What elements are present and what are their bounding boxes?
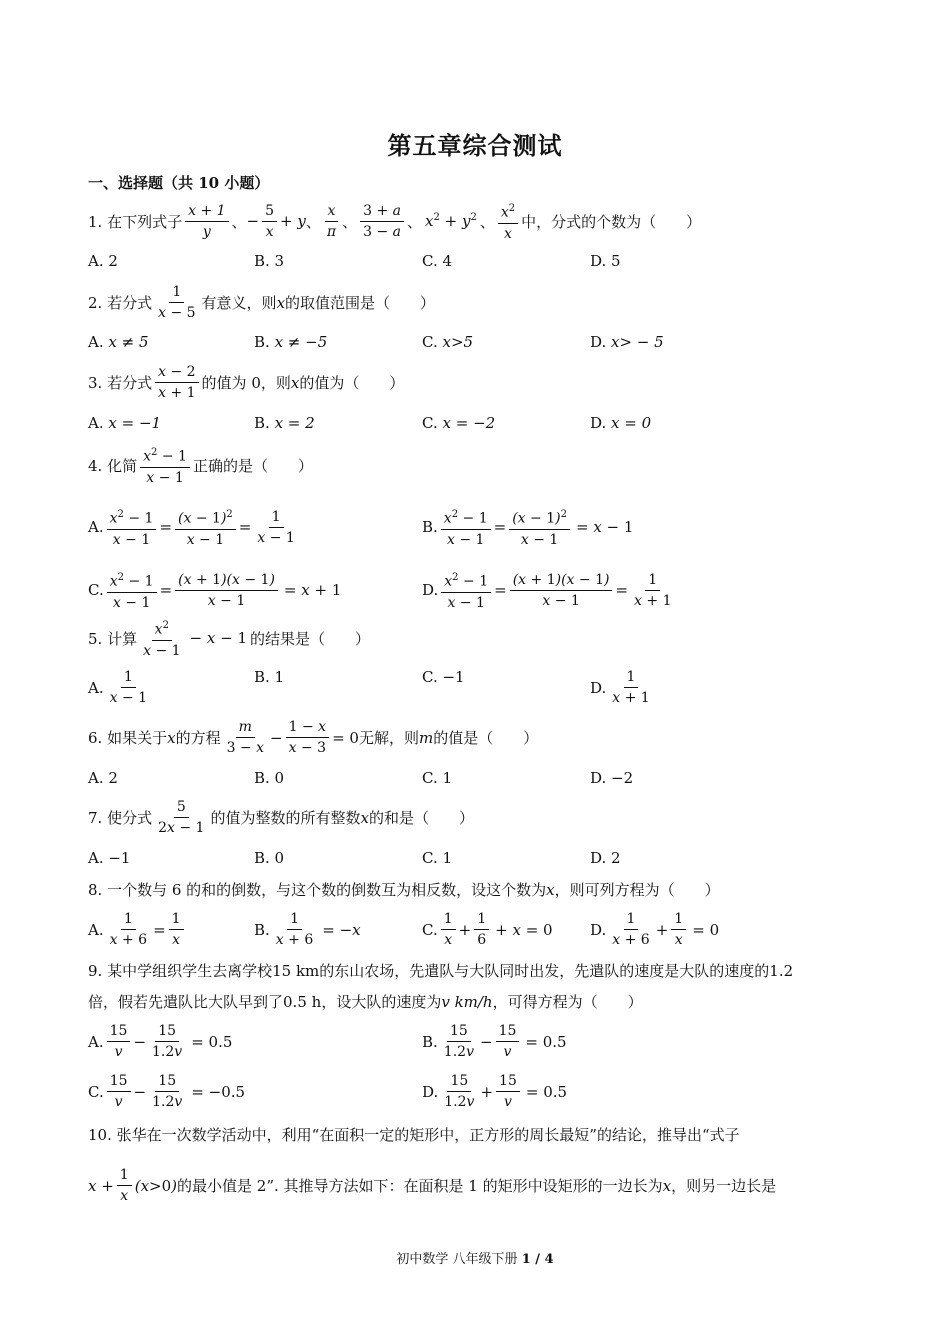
q7-option-d[interactable]: D. 2: [590, 849, 621, 867]
frac-1-x5: 1 x − 5: [158, 284, 196, 321]
q9-option-c[interactable]: C. 15 v − $\frac{15}{1.2v}$ = −0.5: [88, 1073, 246, 1110]
q2-option-a[interactable]: A. x ≠ 5: [88, 333, 149, 351]
frac-x2-x1: x − 2 x + 1: [155, 363, 198, 402]
frac-x2-xm1: $x^2$ x − 1: [140, 617, 183, 660]
frac-x1-y: x + 1 y: [185, 202, 228, 241]
question-8: 8. 一个数与 6 的和的倒数，与这个数的倒数互为相反数，设这个数为 x ，则可列方程为（ ）: [88, 880, 720, 899]
q6-option-c[interactable]: C. 1: [422, 769, 453, 787]
q3-option-c[interactable]: C. x = −2: [422, 414, 496, 432]
question-2: 2. 若分式 1 x − 5 有意义，则 x 的取值范围是（ ）: [88, 284, 436, 321]
q8-option-c[interactable]: C. 1 x + $\frac{1}{6}$ + x = 0: [422, 911, 553, 948]
frac-3a: 3 + a 3 − a: [360, 202, 404, 241]
question-4: 4. 化简 $x^2 - 1$ x − 1 正确的是（ ）: [88, 444, 313, 487]
q1-option-d[interactable]: D. 5: [590, 252, 621, 270]
question-10: 10. 张华在一次数学活动中，利用“在面积一定的矩形中，正方形的周长最短”的结论，推导出“式子: [88, 1126, 740, 1144]
q4-option-c[interactable]: C. $\frac{x^2 - 1}{x - 1}$ = $\frac{(x + 1)(x - 1)}{x - 1}$ = x + 1: [88, 569, 344, 612]
section-heading: 一、选择题（共 10 小题）: [88, 174, 270, 192]
frac-1-x: $\frac{1}{x}$: [117, 1166, 132, 1205]
question-5: 5. 计算 $x^2$ x − 1 − x − 1 的结果是（ ）: [88, 617, 370, 660]
q5-option-a[interactable]: A. 1 x − 1: [88, 669, 148, 706]
q1-option-c[interactable]: C. 4: [422, 252, 453, 270]
q5-option-d[interactable]: D. 1 x + 1: [590, 669, 650, 706]
q8-option-a[interactable]: A. $\frac{1}{x + 6}$ = $\frac{1}{x}$: [88, 910, 187, 949]
q3-option-d[interactable]: D. x = 0: [590, 414, 652, 432]
question-1: 1. 在下列式子 x + 1 y 、 − $\frac{5}{x}$ + y 、 x π 、 3 + a 3 − a 、 $x^2 + y^2$ 、 $x^2$ x 中，分式的个数为（ ）: [88, 200, 701, 243]
q2-option-b[interactable]: B. x ≠ −5: [254, 333, 328, 351]
q8-option-b[interactable]: B. $\frac{1}{x + 6}$ = −x: [254, 911, 361, 948]
q9-option-d[interactable]: D. 15 1.2v + $\frac{15}{v}$ = 0.5: [422, 1073, 568, 1110]
q7-option-a[interactable]: A. −1: [88, 849, 131, 867]
frac-5-x: $\frac{5}{x}$: [262, 202, 277, 241]
q9-option-b[interactable]: B. 15 1.2v − $\frac{15}{v}$ = 0.5: [422, 1023, 567, 1060]
frac-m-3mx: m 3 − x: [226, 719, 265, 756]
frac-1mx-xm3: $\frac{1 - x}{x - 3}$: [286, 718, 329, 757]
question-3: 3. 若分式 x − 2 x + 1 的值为 0，则 x 的值为（ ）: [88, 364, 405, 401]
page-number: 1 / 4: [521, 1252, 554, 1267]
q4-option-d[interactable]: D. $\frac{x^2 - 1}{x - 1}$ = $\frac{(x + 1)(x - 1)}{x - 1}$ = $\frac{1}{x + 1}$: [422, 569, 677, 612]
q4-option-a[interactable]: A. $\frac{x^2 - 1}{x - 1}$ = $\frac{(x - 1)^2}{x - 1}$ = $\frac{1}{x - 1}$: [88, 506, 301, 549]
q7-option-c[interactable]: C. 1: [422, 849, 453, 867]
q5-option-b[interactable]: B. 1: [254, 668, 285, 686]
question-6: 6. 如果关于 x 的方程 m 3 − x − $\frac{1 - x}{x - 3}$ = 0 无解，则 m 的值是（ ）: [88, 719, 539, 756]
expr-x2y2: $x^2 + y^2$: [425, 212, 477, 231]
q1-option-b[interactable]: B. 3: [254, 252, 285, 270]
q1-option-a[interactable]: A. 2: [88, 252, 118, 270]
q2-option-c[interactable]: C. x>5: [422, 333, 474, 351]
q2-option-d[interactable]: D. x> − 5: [590, 333, 664, 351]
q7-option-b[interactable]: B. 0: [254, 849, 285, 867]
q6-option-a[interactable]: A. 2: [88, 769, 118, 787]
question-7: 7. 使分式 5 2x − 1 的值为整数的所有整数 x 的和是（ ）: [88, 799, 474, 836]
q1-prefix: 1. 在下列式子: [88, 212, 183, 231]
frac-x2-x: $x^2$ x: [498, 200, 518, 243]
page-footer: 初中数学 八年级下册 1 / 4: [396, 1252, 554, 1267]
frac-x-pi: x π: [324, 202, 339, 241]
q3-option-b[interactable]: B. x = 2: [254, 414, 315, 432]
page-title: 第五章综合测试: [387, 131, 563, 160]
q8-option-d[interactable]: D. 1 x + 6 + $\frac{1}{x}$ = 0: [590, 911, 720, 948]
frac-x2m1-xm1: $x^2 - 1$ x − 1: [140, 444, 190, 487]
q6-option-b[interactable]: B. 0: [254, 769, 285, 787]
q1-text: 中，分式的个数为（ ）: [521, 212, 702, 231]
q5-option-c[interactable]: C. −1: [422, 668, 465, 686]
question-10-line2: x + $\frac{1}{x}$ (x>0) 的最小值是 2”. 其推导方法如下：在面积是 1 的矩形中设矩形的一边长为 x ，则另一边长是: [88, 1167, 777, 1204]
q4-option-b[interactable]: B. $\frac{x^2 - 1}{x - 1}$ = $\frac{(x - 1)^2}{x - 1}$ = x − 1: [422, 506, 636, 549]
q3-option-a[interactable]: A. x = −1: [88, 414, 162, 432]
q6-option-d[interactable]: D. −2: [590, 769, 634, 787]
frac-5-2xm1: 5 2x − 1: [158, 799, 205, 836]
question-9: 9. 某中学组织学生去离学校15 km的东山农场，先遣队与大队同时出发，先遣队的速度是大队的速度的1.2 倍，假若先遣队比大队早到了0.5 h，设大队的速度为v km/h，可得方程为（ ）: [88, 962, 794, 1011]
q9-option-a[interactable]: A. 15 v − $\frac{15}{1.2v}$ = 0.5: [88, 1023, 233, 1060]
